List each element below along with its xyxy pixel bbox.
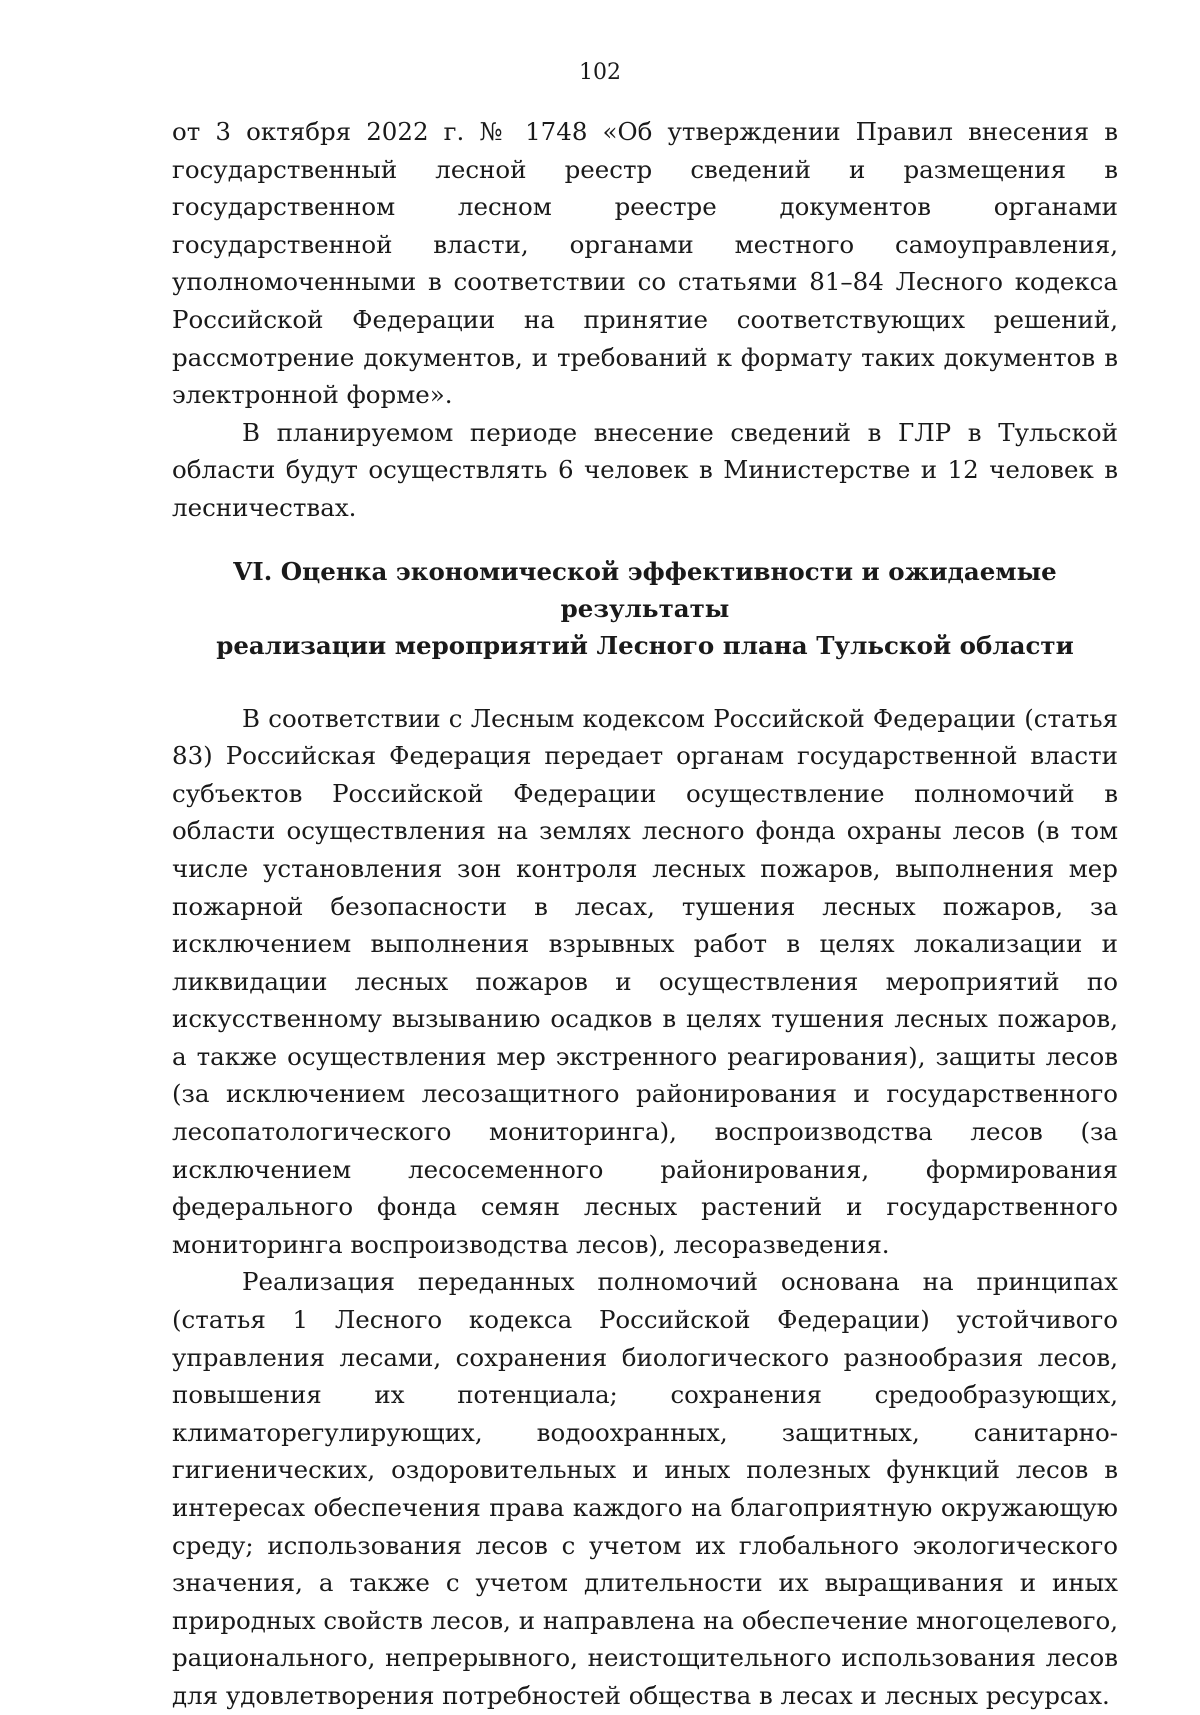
- paragraph-continuation: от 3 октября 2022 г. № 1748 «Об утверждении Правил внесения в государственный лесной реестр сведений и размещения в государственном лесном реестре документов органами государственной власти, органами местного самоуправления, уполномоченными в соответствии со статьями 81–84 Лесного кодекса Российской Федерации на принятие соответствующих решений, рассмотрение документов, и требований к формату таких документов в электронной форме».: [172, 117, 1118, 410]
- paragraph-glr-staff: В планируемом периоде внесение сведений в ГЛР в Тульской области будут осуществлять 6 человек в Министерстве и 12 человек в лесничествах.: [172, 417, 1118, 522]
- paragraph-delegated-powers: В соответствии с Лесным кодексом Российской Федерации (статья 83) Российская Федерация передает органам государственной власти субъектов Российской Федерации осуществление полномочий в области осуществления на землях лесного фонда охраны лесов (в том числе установления зон контроля лесных пожаров, выполнения мер пожарной безопасности в лесах, тушения лесных пожаров, за исключением выполнения взрывных работ в целях локализации и ликвидации лесных пожаров и осуществления мероприятий по искусственному вызыванию осадков в целях тушения лесных пожаров, а также осуществления мер экстренного реагирования), защиты лесов (за исключением лесозащитного районирования и государственного лесопатологического мониторинга), воспроизводства лесов (за исключением лесосеменного районирования, формирования федерального фонда семян лесных растений и государственного мониторинга воспроизводства лесов), лесоразведения.: [172, 703, 1118, 1259]
- section-heading-line-1: VI. Оценка экономической эффективности и ожидаемые результаты: [233, 556, 1057, 623]
- paragraph-principles: Реализация переданных полномочий основана на принципах (статья 1 Лесного кодекса Российской Федерации) устойчивого управления лесами, сохранения биологического разнообразия лесов, повышения их потенциала; сохранения средообразующих, климаторегулирующих, водоохранных, защитных, санитарно-гигиенических, оздоровительных и иных полезных функций лесов в интересах обеспечения права каждого на благоприятную окружающую среду; использования лесов с учетом их глобального экологического значения, а также с учетом длительности их выращивания и иных природных свойств лесов, и направлена на обеспечение многоцелевого, рационального, непрерывного, неистощительного использования лесов для удовлетворения потребностей общества в лесах и лесных ресурсах.: [172, 1267, 1118, 1710]
- body-text: [172, 113, 1118, 1715]
- page-number: 102: [579, 60, 621, 85]
- section-heading: [172, 553, 1118, 664]
- section-heading-line-2: реализации мероприятий Лесного плана Тульской области: [216, 630, 1074, 660]
